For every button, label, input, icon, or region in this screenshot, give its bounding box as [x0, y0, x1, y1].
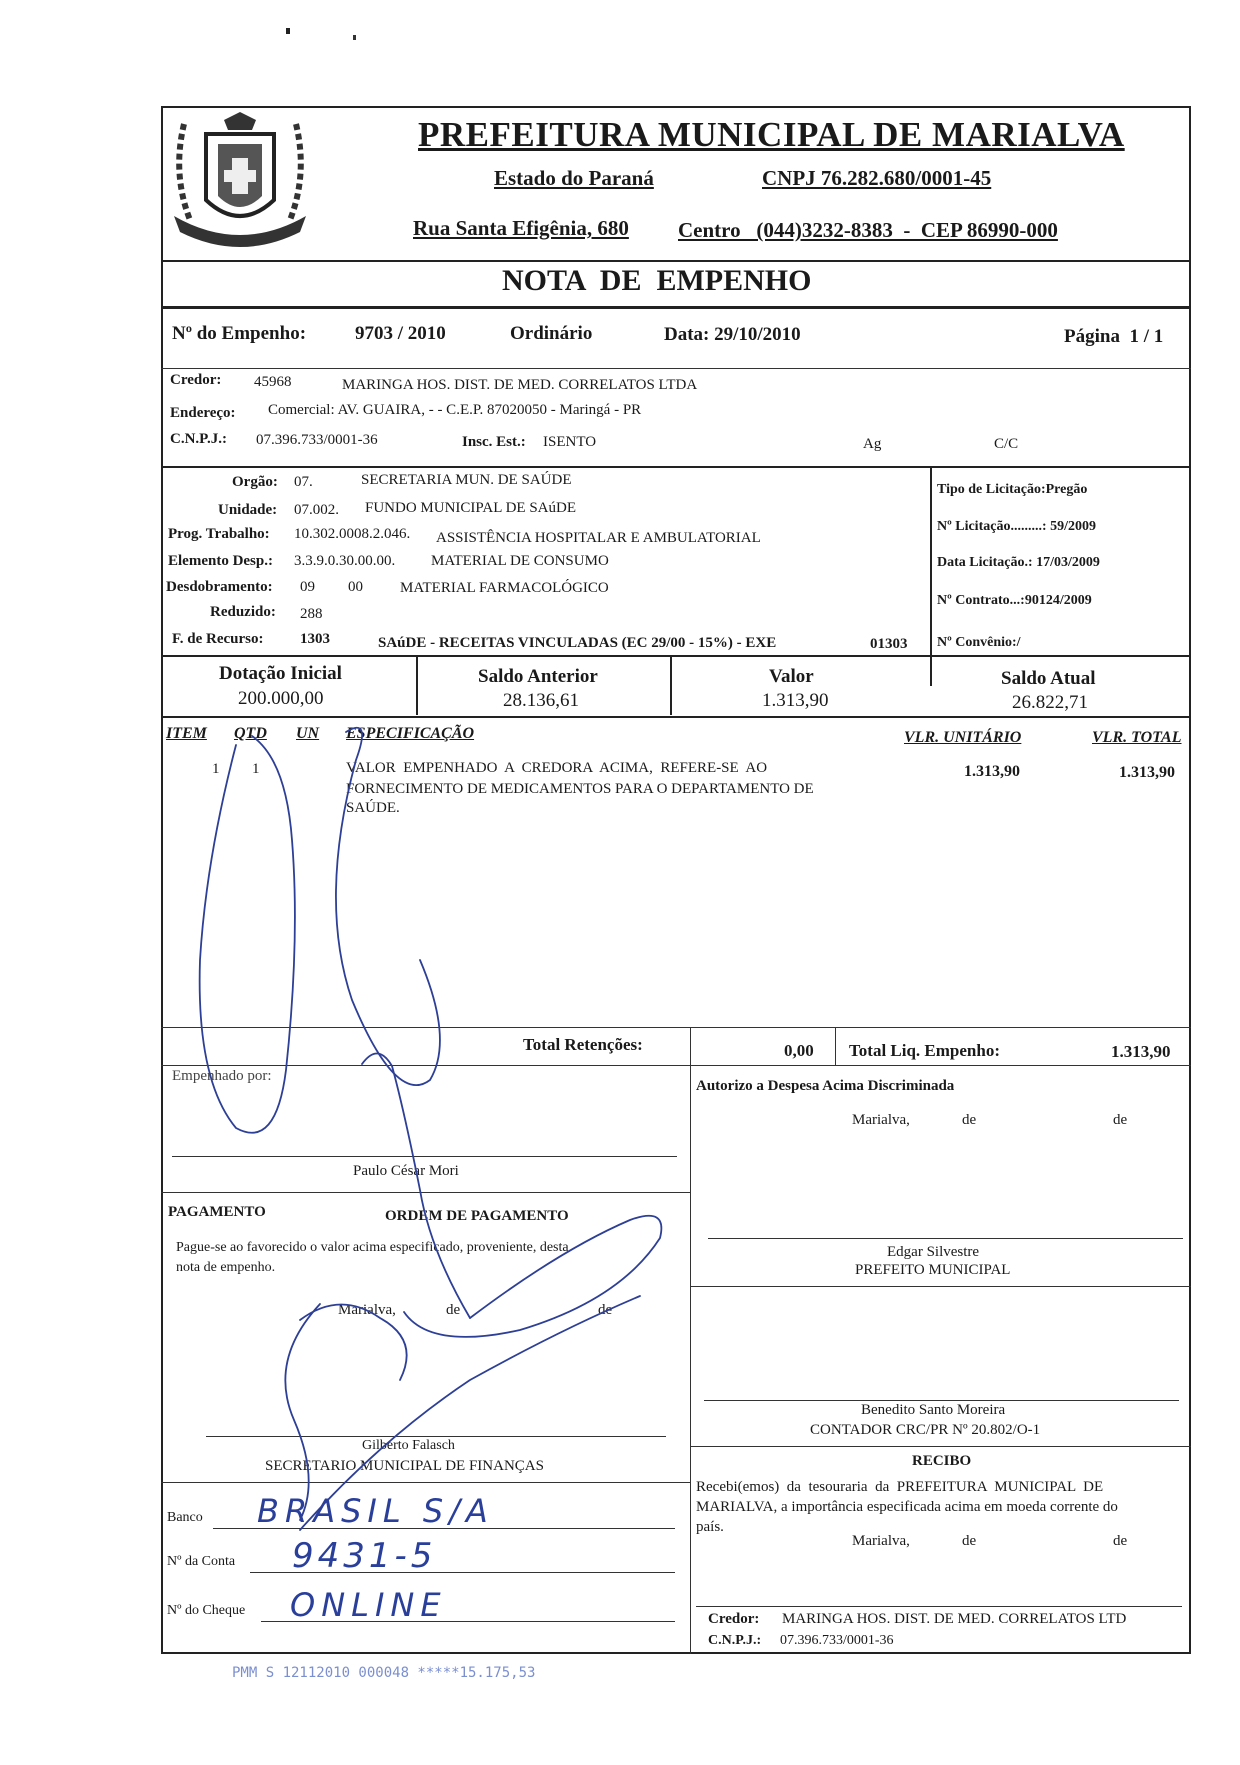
saldo-atual-value: 26.822,71: [1012, 692, 1088, 713]
desdobramento-name: MATERIAL FARMACOLÓGICO: [400, 580, 609, 596]
dotacao-value: 200.000,00: [238, 688, 324, 709]
doc-title: NOTA DE EMPENHO: [502, 264, 812, 297]
prog-name: ASSISTÊNCIA HOSPITALAR E AMBULATORIAL: [436, 530, 761, 546]
ordem-pagamento-title: ORDEM DE PAGAMENTO: [385, 1208, 569, 1224]
prog-code: 10.302.0008.2.046.: [294, 526, 411, 542]
recibo-de-1: de: [962, 1533, 977, 1549]
row-spec-line-3: SAÚDE.: [346, 800, 400, 816]
saldo-anterior-value: 28.136,61: [503, 690, 579, 711]
pagamento-de-2: de: [598, 1302, 613, 1318]
licitacao-numero: Nº Licitação.........: 59/2009: [937, 519, 1096, 534]
elemento-name: MATERIAL DE CONSUMO: [431, 553, 609, 569]
conta-value: 9431-5: [292, 1536, 437, 1576]
prog-label: Prog. Trabalho:: [168, 526, 270, 542]
credor-code: 45968: [254, 374, 292, 390]
recibo-credor-name: MARINGA HOS. DIST. DE MED. CORRELATOS LTD: [782, 1611, 1127, 1627]
recurso-code-2: 01303: [870, 636, 908, 652]
credor-name: MARINGA HOS. DIST. DE MED. CORRELATOS LTDA: [342, 377, 698, 393]
insc-value: ISENTO: [543, 434, 597, 450]
retencoes-label: Total Retenções:: [523, 1035, 643, 1054]
empenhado-label: Empenhado por:: [172, 1068, 272, 1084]
recibo-de-2: de: [1113, 1533, 1128, 1549]
autorizo-city: Marialva,: [852, 1112, 910, 1128]
pagamento-text-1: Pague-se ao favorecido o valor acima especificado, proveniente, desta: [176, 1240, 569, 1255]
credor-address: Comercial: AV. GUAIRA, - - C.E.P. 87020050 - Maringá - PR: [268, 402, 642, 418]
signature-stroke: [285, 1304, 320, 1520]
recibo-text-3: país.: [696, 1519, 724, 1535]
signature-stroke: [200, 736, 295, 1133]
prefeito-name: Edgar Silvestre: [887, 1244, 980, 1260]
banco-value: BRASIL S/A: [257, 1492, 494, 1530]
header-qtd: QTD: [234, 725, 267, 742]
header-especificacao: ESPECIFICAÇÃO: [346, 725, 475, 742]
dotacao-label: Dotação Inicial: [219, 663, 342, 684]
pagamento-title: PAGAMENTO: [168, 1204, 266, 1220]
valor-label: Valor: [769, 666, 814, 687]
recibo-cnpj-label: C.N.P.J.:: [708, 1633, 762, 1648]
desdobramento-a: 09: [300, 579, 315, 595]
credor-cnpj: 07.396.733/0001-36: [256, 432, 378, 448]
row-spec-line-2: FORNECIMENTO DE MEDICAMENTOS PARA O DEPARTAMENTO DE: [346, 781, 814, 797]
row-unit-value: 1.313,90: [964, 763, 1020, 780]
state-name: Estado do Paraná: [494, 166, 654, 190]
valor-value: 1.313,90: [762, 690, 829, 711]
org-contact: Centro (044)3232-8383 - CEP 86990-000: [678, 218, 1058, 242]
empenho-number: 9703 / 2010: [355, 323, 446, 344]
empenho-type: Ordinário: [510, 323, 593, 344]
licitacao-data: Data Licitação.: 17/03/2009: [937, 555, 1100, 570]
cheque-label: Nº do Cheque: [167, 1603, 246, 1618]
row-total-value: 1.313,90: [1119, 764, 1175, 781]
header-vlr-unitario: VLR. UNITÁRIO: [904, 729, 1022, 746]
signature-stroke: [404, 1216, 661, 1337]
insc-label: Insc. Est.:: [462, 434, 526, 450]
empenho-date: Data: 29/10/2010: [664, 324, 801, 345]
elemento-label: Elemento Desp.:: [168, 553, 273, 569]
recibo-title: RECIBO: [912, 1453, 972, 1469]
row-qtd: 1: [252, 761, 260, 777]
saldo-anterior-label: Saldo Anterior: [478, 666, 598, 687]
page-number: Página 1 / 1: [1064, 326, 1164, 347]
header-item: ITEM: [166, 725, 207, 742]
retencoes-value: 0,00: [784, 1041, 814, 1060]
autorizo-de-1: de: [962, 1112, 977, 1128]
pagamento-text-2: nota de empenho.: [176, 1260, 276, 1275]
elemento-code: 3.3.9.0.30.00.00.: [294, 553, 396, 569]
pagamento-city: Marialva,: [338, 1302, 396, 1318]
header-vlr-total: VLR. TOTAL: [1092, 729, 1182, 746]
liq-empenho-value: 1.313,90: [1111, 1042, 1171, 1061]
reduzido-value: 288: [300, 606, 323, 622]
pagamento-de-1: de: [446, 1302, 461, 1318]
licitacao-tipo: Tipo de Licitação:Pregão: [937, 482, 1088, 497]
contador-role: CONTADOR CRC/PR Nº 20.802/O-1: [810, 1422, 1041, 1438]
cc-label: C/C: [994, 436, 1019, 452]
reduzido-label: Reduzido:: [210, 604, 276, 620]
banco-label: Banco: [167, 1510, 203, 1525]
empenhado-name: Paulo César Mori: [353, 1163, 459, 1179]
signature-stroke: [336, 728, 440, 1085]
empenho-label: Nº do Empenho:: [172, 323, 307, 344]
org-cnpj: CNPJ 76.282.680/0001-45: [762, 166, 992, 190]
crest-ribbon-text: MARIALVA: [208, 222, 273, 233]
prefeito-role: PREFEITO MUNICIPAL: [855, 1262, 1011, 1278]
signature-stroke: [362, 1053, 470, 1318]
desdobramento-label: Desdobramento:: [166, 579, 273, 595]
recibo-text-2: MARIALVA, a importância especificada acima em moeda corrente do: [696, 1499, 1118, 1515]
autorizo-title: Autorizo a Despesa Acima Discriminada: [696, 1078, 955, 1094]
recibo-credor-label: Credor:: [708, 1611, 760, 1627]
licitacao-contrato: Nº Contrato...:90124/2009: [937, 593, 1092, 608]
desdobramento-b: 00: [348, 579, 363, 595]
header-un: UN: [296, 725, 320, 742]
recibo-cnpj-value: 07.396.733/0001-36: [780, 1633, 894, 1648]
recurso-code: 1303: [300, 631, 330, 647]
ag-label: Ag: [863, 436, 882, 452]
conta-label: Nº da Conta: [167, 1554, 236, 1569]
address-label: Endereço:: [170, 405, 236, 421]
authentication-stamp: PMM S 12112010 000048 *****15.175,53: [232, 1665, 536, 1681]
signature-stroke: [300, 1296, 640, 1530]
recibo-text-1: Recebi(emos) da tesouraria da PREFEITURA MUNICIPAL DE: [696, 1479, 1104, 1495]
recurso-label: F. de Recurso:: [172, 631, 264, 647]
unidade-label: Unidade:: [218, 502, 278, 518]
cnpj-label: C.N.P.J.:: [170, 431, 227, 447]
cheque-value: ONLINE: [290, 1586, 447, 1624]
autorizo-de-2: de: [1113, 1112, 1128, 1128]
liq-empenho-label: Total Liq. Empenho:: [849, 1041, 1000, 1060]
recurso-name: SAúDE - RECEITAS VINCULADAS (EC 29/00 - 15%) - EXE: [378, 635, 777, 651]
licitacao-convenio: Nº Convênio:/: [937, 635, 1021, 650]
signature-stroke: [300, 1304, 407, 1380]
orgao-code: 07.: [294, 474, 313, 490]
unidade-code: 07.002.: [294, 502, 339, 518]
unidade-name: FUNDO MUNICIPAL DE SAúDE: [365, 500, 576, 516]
org-address: Rua Santa Efigênia, 680: [413, 216, 629, 240]
saldo-atual-label: Saldo Atual: [1001, 668, 1096, 689]
contador-name: Benedito Santo Moreira: [861, 1402, 1006, 1418]
orgao-label: Orgão:: [232, 474, 278, 490]
credor-label: Credor:: [170, 372, 222, 388]
secretario-name: Gilberto Falasch: [362, 1438, 455, 1453]
row-spec-line-1: VALOR EMPENHADO A CREDORA ACIMA, REFERE-SE AO: [346, 760, 768, 776]
orgao-name: SECRETARIA MUN. DE SAÚDE: [361, 472, 572, 488]
recibo-city: Marialva,: [852, 1533, 910, 1549]
row-item: 1: [212, 761, 220, 777]
secretario-role: SECRETARIO MUNICIPAL DE FINANÇAS: [265, 1458, 544, 1474]
org-title: PREFEITURA MUNICIPAL DE MARIALVA: [418, 115, 1125, 154]
